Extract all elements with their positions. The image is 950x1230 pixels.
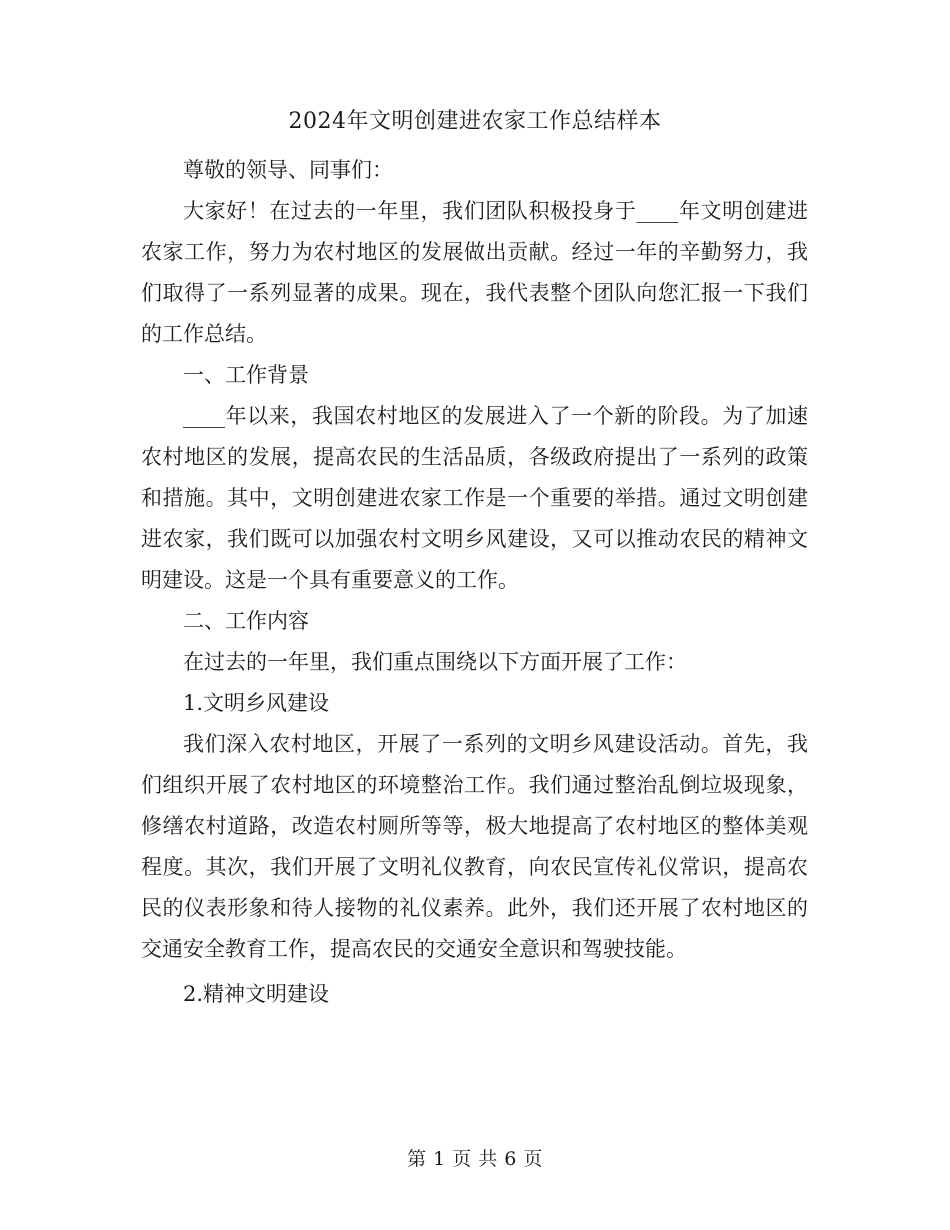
content-intro-paragraph: 在过去的一年里，我们重点围绕以下方面开展了工作： [183, 650, 687, 674]
subheading-spiritual: 2.精神文明建设 [183, 982, 330, 1006]
subheading-civility: 1.文明乡风建设 [183, 691, 330, 715]
intro-paragraph: 大家好！在过去的一年里，我们团队积极投身于____年文明创建进农家工作，努力为农村地区的发展做出贡献。经过一年的辛勤努力，我们取得了一系列显著的成果。现在，我代表整个团队向您汇报一下我们的工作总结。 [141, 199, 808, 346]
background-paragraph: ____年以来，我国农村地区的发展进入了一个新的阶段。为了加速农村地区的发展，提高农民的生活品质，各级政府提出了一系列的政策和措施。其中，文明创建进农家工作是一个重要的举措。通过文明创建进农家，我们既可以加强农村文明乡风建设，又可以推动农民的精神文明建设。这是一个具有重要意义的工作。 [141, 404, 808, 592]
civility-paragraph: 我们深入农村地区，开展了一系列的文明乡风建设活动。首先，我们组织开展了农村地区的环境整治工作。我们通过整治乱倒垃圾现象，修缮农村道路，改造农村厕所等等，极大地提高了农村地区的整体美观程度。其次，我们开展了文明礼仪教育，向农民宣传礼仪常识，提高农民的仪表形象和待人接物的礼仪素养。此外，我们还开展了农村地区的交通安全教育工作，提高农民的交通安全意识和驾驶技能。 [141, 732, 808, 961]
section-heading-content: 二、工作内容 [183, 609, 309, 633]
document-title: 2024年文明创建进农家工作总结样本 [288, 109, 662, 134]
page-indicator: 第 1 页 共 6 页 [407, 1148, 543, 1170]
salutation: 尊敬的领导、同事们： [183, 158, 393, 182]
section-heading-background: 一、工作背景 [183, 363, 309, 387]
document-body [141, 150, 808, 1015]
